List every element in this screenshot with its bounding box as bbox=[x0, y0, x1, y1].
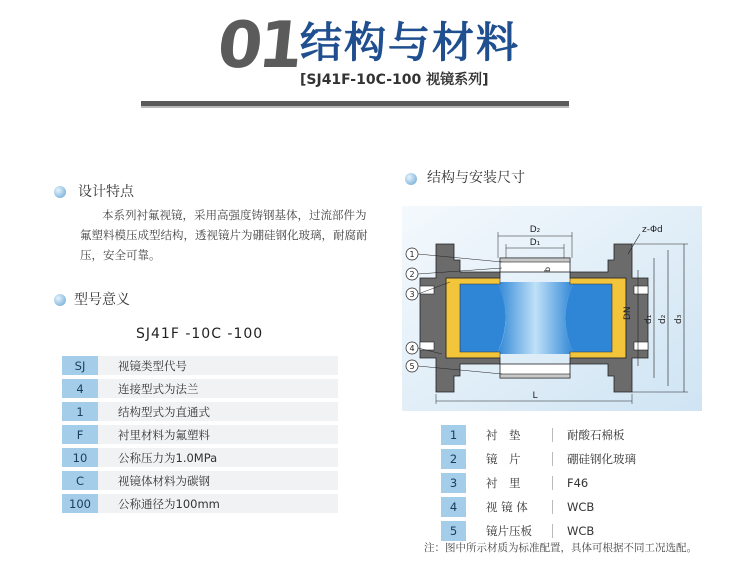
table-row bbox=[62, 471, 338, 490]
part-number: 3 bbox=[441, 473, 466, 493]
table-row bbox=[62, 379, 338, 398]
svg-text:3: 3 bbox=[409, 290, 415, 299]
page-title: 结构与材料 bbox=[300, 18, 521, 67]
model-code-cell: F bbox=[62, 425, 98, 444]
bolt-hole bbox=[420, 286, 434, 294]
part-name: 衬 里 bbox=[486, 476, 521, 490]
label-d2-top: D₂ bbox=[529, 225, 541, 235]
label-d2: d₂ bbox=[658, 314, 668, 324]
model-desc-cell: 结构型式为直通式 bbox=[118, 404, 210, 419]
divider bbox=[552, 428, 553, 442]
part-material: F46 bbox=[567, 476, 589, 490]
table-row bbox=[441, 473, 703, 493]
model-code-cell: C bbox=[62, 471, 98, 490]
part-material: 硼硅钢化玻璃 bbox=[567, 452, 636, 466]
label-d3: d₃ bbox=[674, 314, 684, 324]
table-row bbox=[62, 494, 338, 513]
section-number: 01 bbox=[214, 9, 303, 83]
design-text: 本系列衬氟视镜，采用高强度铸钢基体，过流部件为氟塑料模压成型结构，透视镜片为硼硅钢化玻璃，耐腐耐压，安全可靠。 bbox=[80, 208, 368, 262]
model-code-cell: SJ bbox=[62, 356, 98, 375]
part-number: 2 bbox=[441, 449, 466, 469]
table-row bbox=[62, 448, 338, 467]
header-divider-shadow bbox=[141, 106, 569, 108]
label-d1-top: D₁ bbox=[529, 238, 541, 248]
table-row bbox=[62, 356, 338, 375]
model-desc-cell: 公称压力为1.0MPa bbox=[118, 450, 218, 465]
table-row bbox=[441, 425, 703, 445]
structure-heading: 结构与安装尺寸 bbox=[427, 170, 525, 186]
part-material: WCB bbox=[567, 500, 595, 514]
pipe-right bbox=[566, 282, 615, 354]
table-row bbox=[62, 402, 338, 421]
divider bbox=[552, 500, 553, 514]
divider bbox=[552, 524, 553, 538]
design-heading: 设计特点 bbox=[78, 184, 134, 200]
svg-text:4: 4 bbox=[409, 344, 415, 353]
part-material: 耐酸石棉板 bbox=[567, 428, 625, 442]
label-zphi: z-Φd bbox=[642, 225, 663, 235]
page-subtitle: [SJ41F-10C-100 视镜系列] bbox=[300, 72, 489, 88]
model-heading: 型号意义 bbox=[74, 292, 130, 308]
model-desc-cell: 衬里材料为氟塑料 bbox=[118, 427, 210, 442]
model-desc-cell: 连接型式为法兰 bbox=[118, 381, 199, 396]
model-desc-cell: 视镜体材料为碳钢 bbox=[118, 473, 210, 488]
model-code-cell: 10 bbox=[62, 448, 98, 467]
label-d1: d₁ bbox=[644, 314, 654, 324]
model-desc-cell: 公称通径为100mm bbox=[118, 496, 220, 511]
model-table bbox=[62, 356, 338, 517]
model-desc-cell: 视镜类型代号 bbox=[118, 358, 187, 373]
svg-text:5: 5 bbox=[409, 362, 415, 371]
gasket-bottom bbox=[500, 374, 570, 378]
part-number: 1 bbox=[441, 425, 466, 445]
divider bbox=[552, 452, 553, 466]
gasket-top bbox=[500, 258, 570, 262]
table-row bbox=[441, 449, 703, 469]
bolt-hole bbox=[634, 286, 648, 294]
bullet-icon bbox=[54, 186, 66, 198]
part-name: 视 镜 体 bbox=[486, 500, 528, 514]
model-code-cell: 1 bbox=[62, 402, 98, 421]
part-name: 衬 垫 bbox=[486, 428, 521, 442]
footnote: 注：图中所示材质为标准配置，具体可根据不同工况选配。 bbox=[424, 542, 697, 554]
model-code-cell: 100 bbox=[62, 494, 98, 513]
svg-text:2: 2 bbox=[409, 270, 415, 279]
label-l: L bbox=[532, 391, 538, 401]
divider bbox=[552, 476, 553, 490]
part-material: WCB bbox=[567, 524, 595, 538]
pipe-center bbox=[497, 282, 574, 354]
table-row bbox=[62, 425, 338, 444]
bolt-hole bbox=[634, 342, 648, 350]
model-code-cell: 4 bbox=[62, 379, 98, 398]
sight-glass-diagram bbox=[402, 206, 702, 411]
pipe-left bbox=[460, 282, 506, 354]
model-code: SJ41F -10C -100 bbox=[136, 326, 264, 342]
label-b: b bbox=[543, 266, 552, 272]
bullet-icon bbox=[54, 294, 66, 306]
part-number: 4 bbox=[441, 497, 466, 517]
part-number: 5 bbox=[441, 521, 466, 541]
table-row bbox=[441, 521, 703, 541]
part-name: 镜 片 bbox=[486, 452, 521, 466]
part-name: 镜片压板 bbox=[486, 524, 532, 538]
table-row bbox=[441, 497, 703, 517]
parts-table bbox=[441, 425, 703, 545]
label-dn: DN bbox=[623, 306, 633, 320]
svg-text:1: 1 bbox=[409, 250, 415, 259]
bullet-icon bbox=[405, 173, 417, 185]
